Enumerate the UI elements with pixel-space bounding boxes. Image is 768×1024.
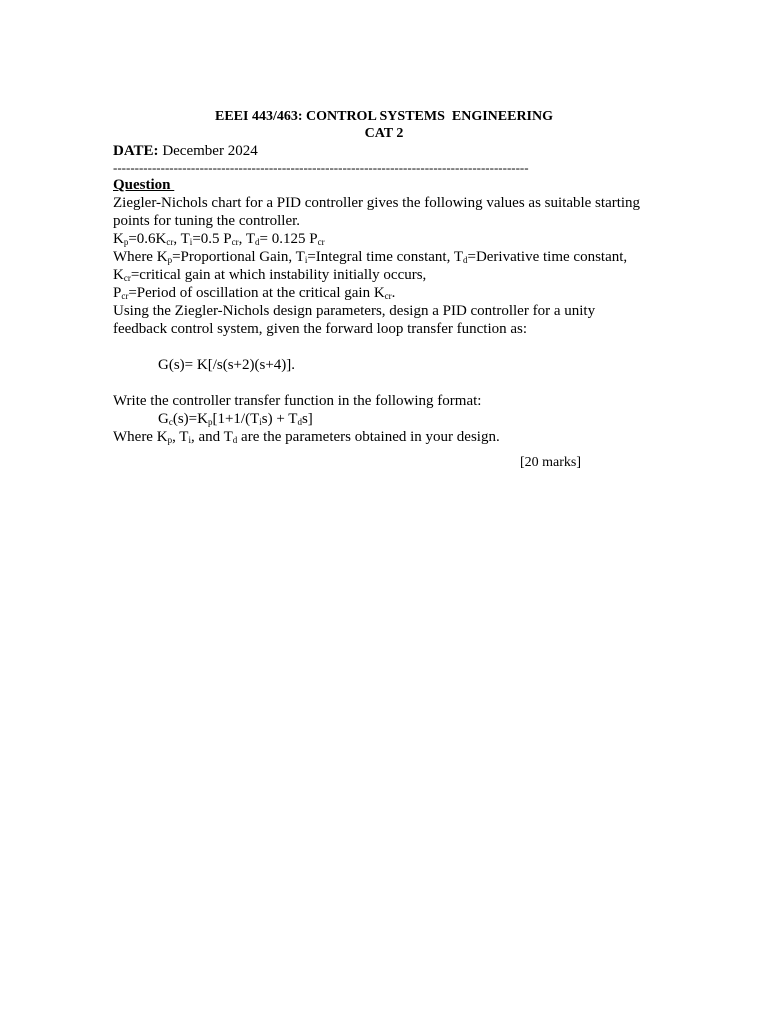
date-label: DATE: [113, 143, 159, 159]
format-text: (s)=K [172, 411, 208, 427]
formula-subscript: p [123, 237, 129, 247]
where-subscript: cr [123, 273, 131, 283]
date-value: December 2024 [158, 143, 258, 159]
intro-line-1: Ziegler-Nichols chart for a PID controller gives the following values as suitable starting [113, 195, 641, 211]
document-page [113, 108, 653, 472]
where-text: Where K [113, 249, 168, 265]
format-subscript: i [259, 417, 262, 427]
where-subscript: i [304, 255, 308, 265]
parameters-line [113, 428, 653, 446]
question-heading: Question [113, 177, 175, 193]
where-text: K [113, 267, 124, 283]
format-text: s] [301, 411, 313, 427]
final-text: , and T [190, 429, 233, 445]
controller-format [113, 410, 653, 428]
where-text: =Derivative time constant, [467, 249, 628, 265]
formula-text: =0.6K [128, 231, 167, 247]
marks-row [113, 446, 653, 472]
final-subscript: i [188, 435, 191, 445]
final-subscript: d [232, 435, 238, 445]
where-subscript: d [462, 255, 468, 265]
where-subscript: p [167, 255, 173, 265]
final-text: are the parameters obtained in your design. [237, 429, 500, 445]
spacer [113, 338, 653, 356]
formula-subscript: d [255, 237, 260, 247]
separator-line: ------------------------------------------------------------------------------------------------ [113, 160, 529, 175]
format-text: G [158, 411, 169, 427]
formula-text: , T [238, 231, 256, 247]
final-subscript: p [167, 435, 173, 445]
formula-subscript: i [189, 237, 193, 247]
where-text: =Proportional Gain, T [172, 249, 305, 265]
formula-subscript: cr [231, 237, 239, 247]
formula-text: , T [173, 231, 190, 247]
format-text: s) + T [261, 411, 298, 427]
where-text: =Integral time constant, T [307, 249, 463, 265]
formula-subscript: cr [166, 237, 174, 247]
exam-title: CAT 2 [364, 126, 404, 141]
course-title: EEEI 443/463: CONTROL SYSTEMS ENGINEERING [214, 109, 554, 124]
tuning-formula [113, 230, 653, 248]
format-subscript: d [297, 417, 302, 427]
where-text: P [113, 285, 122, 301]
final-text: Where K [113, 429, 168, 445]
formula-text: K [113, 231, 124, 247]
design-line-2: feedback control system, given the forward loop transfer function as: [113, 321, 528, 337]
design-line-1: Using the Ziegler-Nichols design parameters, design a PID controller for a unity [113, 303, 596, 319]
formula-subscript: cr [317, 237, 325, 247]
format-subscript: c [168, 417, 173, 427]
format-text: [1+1/(T [212, 411, 260, 427]
spacer [113, 374, 653, 392]
where-line-2 [113, 266, 653, 284]
where-subscript: cr [384, 291, 392, 301]
date-line [113, 142, 653, 160]
where-subscript: cr [121, 291, 129, 301]
transfer-function: G(s)= K[/s(s+2)(s+4)]. [158, 357, 296, 373]
formula-text: = 0.125 P [259, 231, 318, 247]
where-text: . [391, 285, 396, 301]
marks-label: [20 marks] [520, 455, 582, 470]
write-instruction: Write the controller transfer function in the following format: [113, 393, 482, 409]
where-text: =critical gain at which instability initially occurs, [130, 267, 427, 283]
where-text: =Period of oscillation at the critical gain K [128, 285, 385, 301]
document-header [113, 108, 655, 142]
intro-line-2: points for tuning the controller. [113, 213, 301, 229]
final-text: , T [172, 429, 189, 445]
where-line-1 [113, 248, 653, 266]
format-subscript: p [207, 417, 213, 427]
where-line-3 [113, 284, 653, 302]
formula-text: =0.5 P [192, 231, 232, 247]
